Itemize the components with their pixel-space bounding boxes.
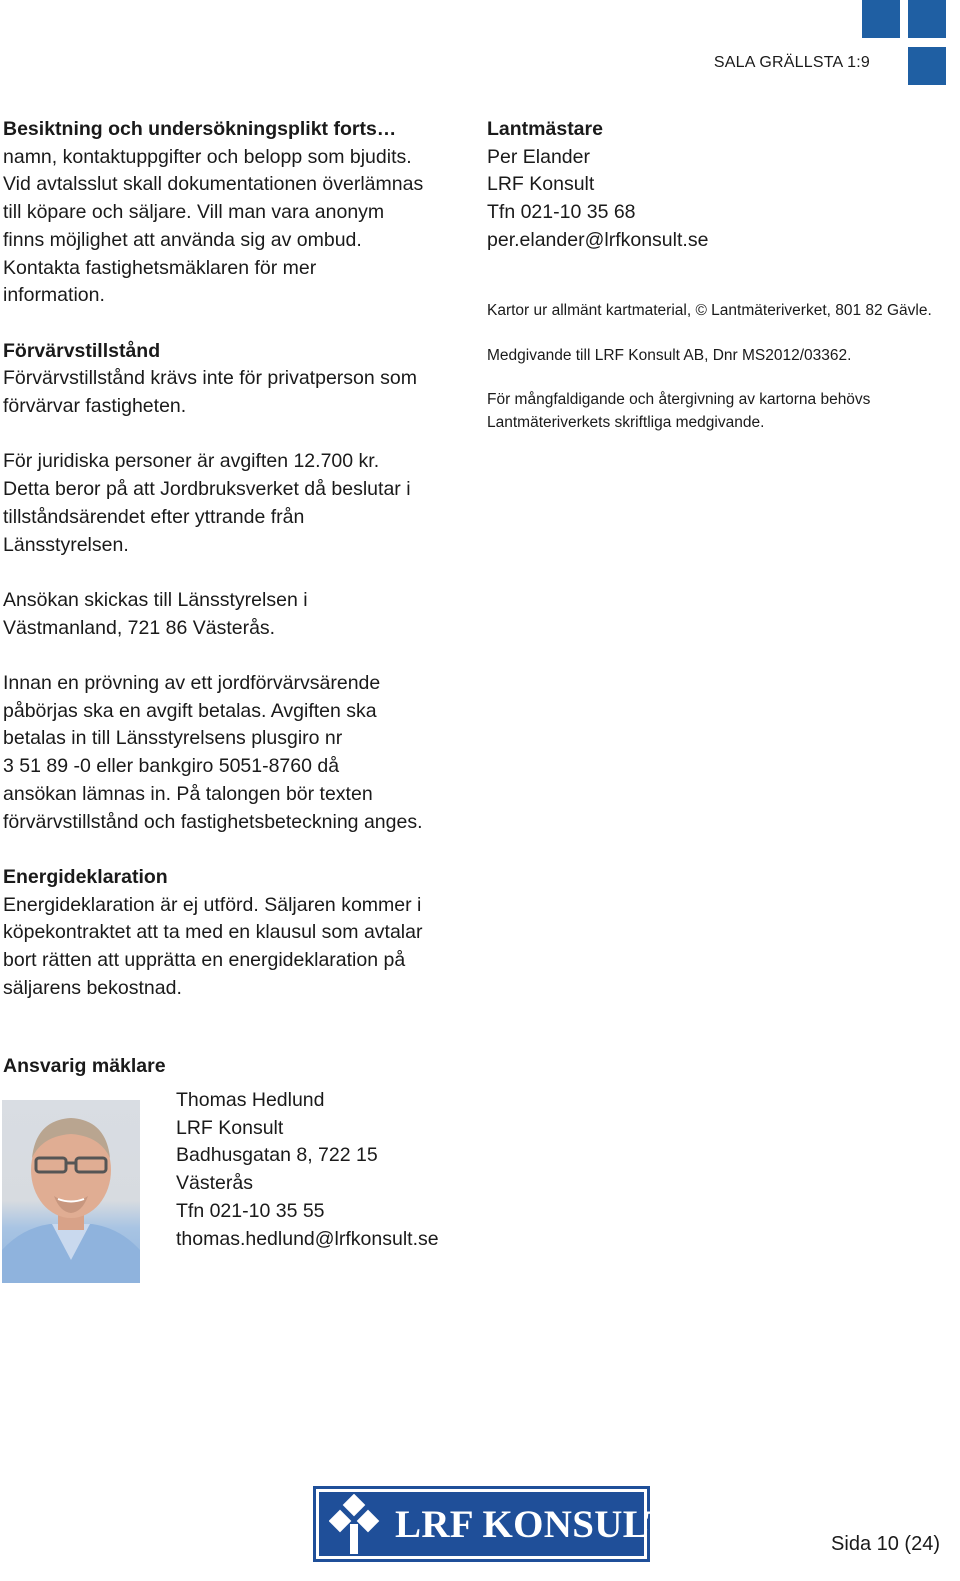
surveyor-phone: Tfn 021-10 35 68 xyxy=(487,201,636,224)
text-line: Energideklaration är ej utförd. Säljaren kommer i xyxy=(3,893,422,916)
section-heading-inspection: Besiktning och undersökningsplikt forts… xyxy=(3,118,397,140)
text-line: Förvärvstillstånd krävs inte för privatperson som xyxy=(3,367,417,390)
agent-name: Thomas Hedlund xyxy=(176,1089,325,1111)
diamond-emblem-icon xyxy=(329,1494,389,1558)
text-line: ansökan lämnas in. På talongen bör texten xyxy=(3,782,373,805)
map-copyright-note: Kartor ur allmänt kartmaterial, © Lantmäteriverket, 801 82 Gävle. xyxy=(487,302,932,319)
text-line: förvärvar fastigheten. xyxy=(3,395,187,418)
agent-street: Badhusgatan 8, 722 15 xyxy=(176,1144,378,1167)
text-line: betalas in till Länsstyrelsens plusgiro nr xyxy=(3,727,343,750)
text-line: 3 51 89 -0 eller bankgiro 5051-8760 då xyxy=(3,755,340,778)
text-line: Länsstyrelsen. xyxy=(3,533,129,556)
agent-city: Västerås xyxy=(176,1172,253,1195)
surveyor-company: LRF Konsult xyxy=(487,173,595,196)
text-line: köpekontraktet att ta med en klausul som avtalar xyxy=(3,921,423,944)
map-notes xyxy=(487,300,943,456)
left-column xyxy=(3,116,473,1002)
section-heading-acquisition-permit: Förvärvstillstånd xyxy=(3,339,161,362)
document-header-title: SALA GRÄLLSTA 1:9 xyxy=(713,54,870,71)
text-line: bort rätten att upprätta en energideklaration på xyxy=(3,949,406,972)
agent-contact xyxy=(176,1087,496,1253)
surveyor-contact xyxy=(487,116,937,255)
agent-portrait-image xyxy=(2,1100,140,1283)
text-line: namn, kontaktuppgifter och belopp som bjudits. xyxy=(3,145,412,168)
text-line: påbörjas ska en avgift betalas. Avgiften ska xyxy=(3,699,377,722)
text-line: Detta beror på att Jordbruksverket då beslutar i xyxy=(3,478,411,501)
text-line: Kontakta fastighetsmäklaren för mer xyxy=(3,256,317,279)
agent-email: thomas.hedlund@lrfkonsult.se xyxy=(176,1227,439,1250)
text-line: Ansökan skickas till Länsstyrelsen i xyxy=(3,588,308,611)
lrf-konsult-logo xyxy=(313,1486,672,1562)
section-heading-agent: Ansvarig mäklare xyxy=(3,1055,166,1077)
map-permission-note: Medgivande till LRF Konsult AB, Dnr MS2012/03362. xyxy=(487,346,852,364)
page-number: Sida 10 (24) xyxy=(831,1533,940,1555)
surveyor-name: Per Elander xyxy=(487,145,590,168)
text-line: Vid avtalsslut skall dokumentationen överlämnas xyxy=(3,173,424,196)
section-heading-energy-declaration: Energideklaration xyxy=(3,865,168,888)
map-reproduction-note: För mångfaldigande och återgivning av kartorna behövs Lantmäteriverkets skriftliga medgivande. xyxy=(487,391,871,431)
agent-phone: Tfn 021-10 35 55 xyxy=(176,1199,325,1222)
corner-square-3 xyxy=(908,47,946,85)
text-line: information. xyxy=(3,284,105,307)
text-line: För juridiska personer är avgiften 12.700 kr. xyxy=(3,450,380,473)
agent-photo xyxy=(2,1100,140,1283)
text-line: till köpare och säljare. Vill man vara anonym xyxy=(3,201,385,224)
surveyor-email: per.elander@lrfkonsult.se xyxy=(487,228,709,251)
corner-square-1 xyxy=(862,0,900,38)
text-line: säljarens bekostnad. xyxy=(3,976,182,999)
text-line: tillståndsärendet efter yttrande från xyxy=(3,505,305,528)
text-line: förvärvstillstånd och fastighetsbeteckning anges. xyxy=(3,810,423,833)
text-line: Västmanland, 721 86 Västerås. xyxy=(3,616,276,639)
text-line: finns möjlighet att använda sig av ombud. xyxy=(3,228,362,251)
agent-heading-wrap xyxy=(3,1053,166,1081)
logo-wordmark: LRF KONSULT xyxy=(395,1503,672,1546)
agent-company: LRF Konsult xyxy=(176,1116,284,1139)
corner-square-2 xyxy=(908,0,946,38)
section-heading-surveyor: Lantmästare xyxy=(487,118,603,140)
text-line: Innan en prövning av ett jordförvärvsärende xyxy=(3,672,381,694)
